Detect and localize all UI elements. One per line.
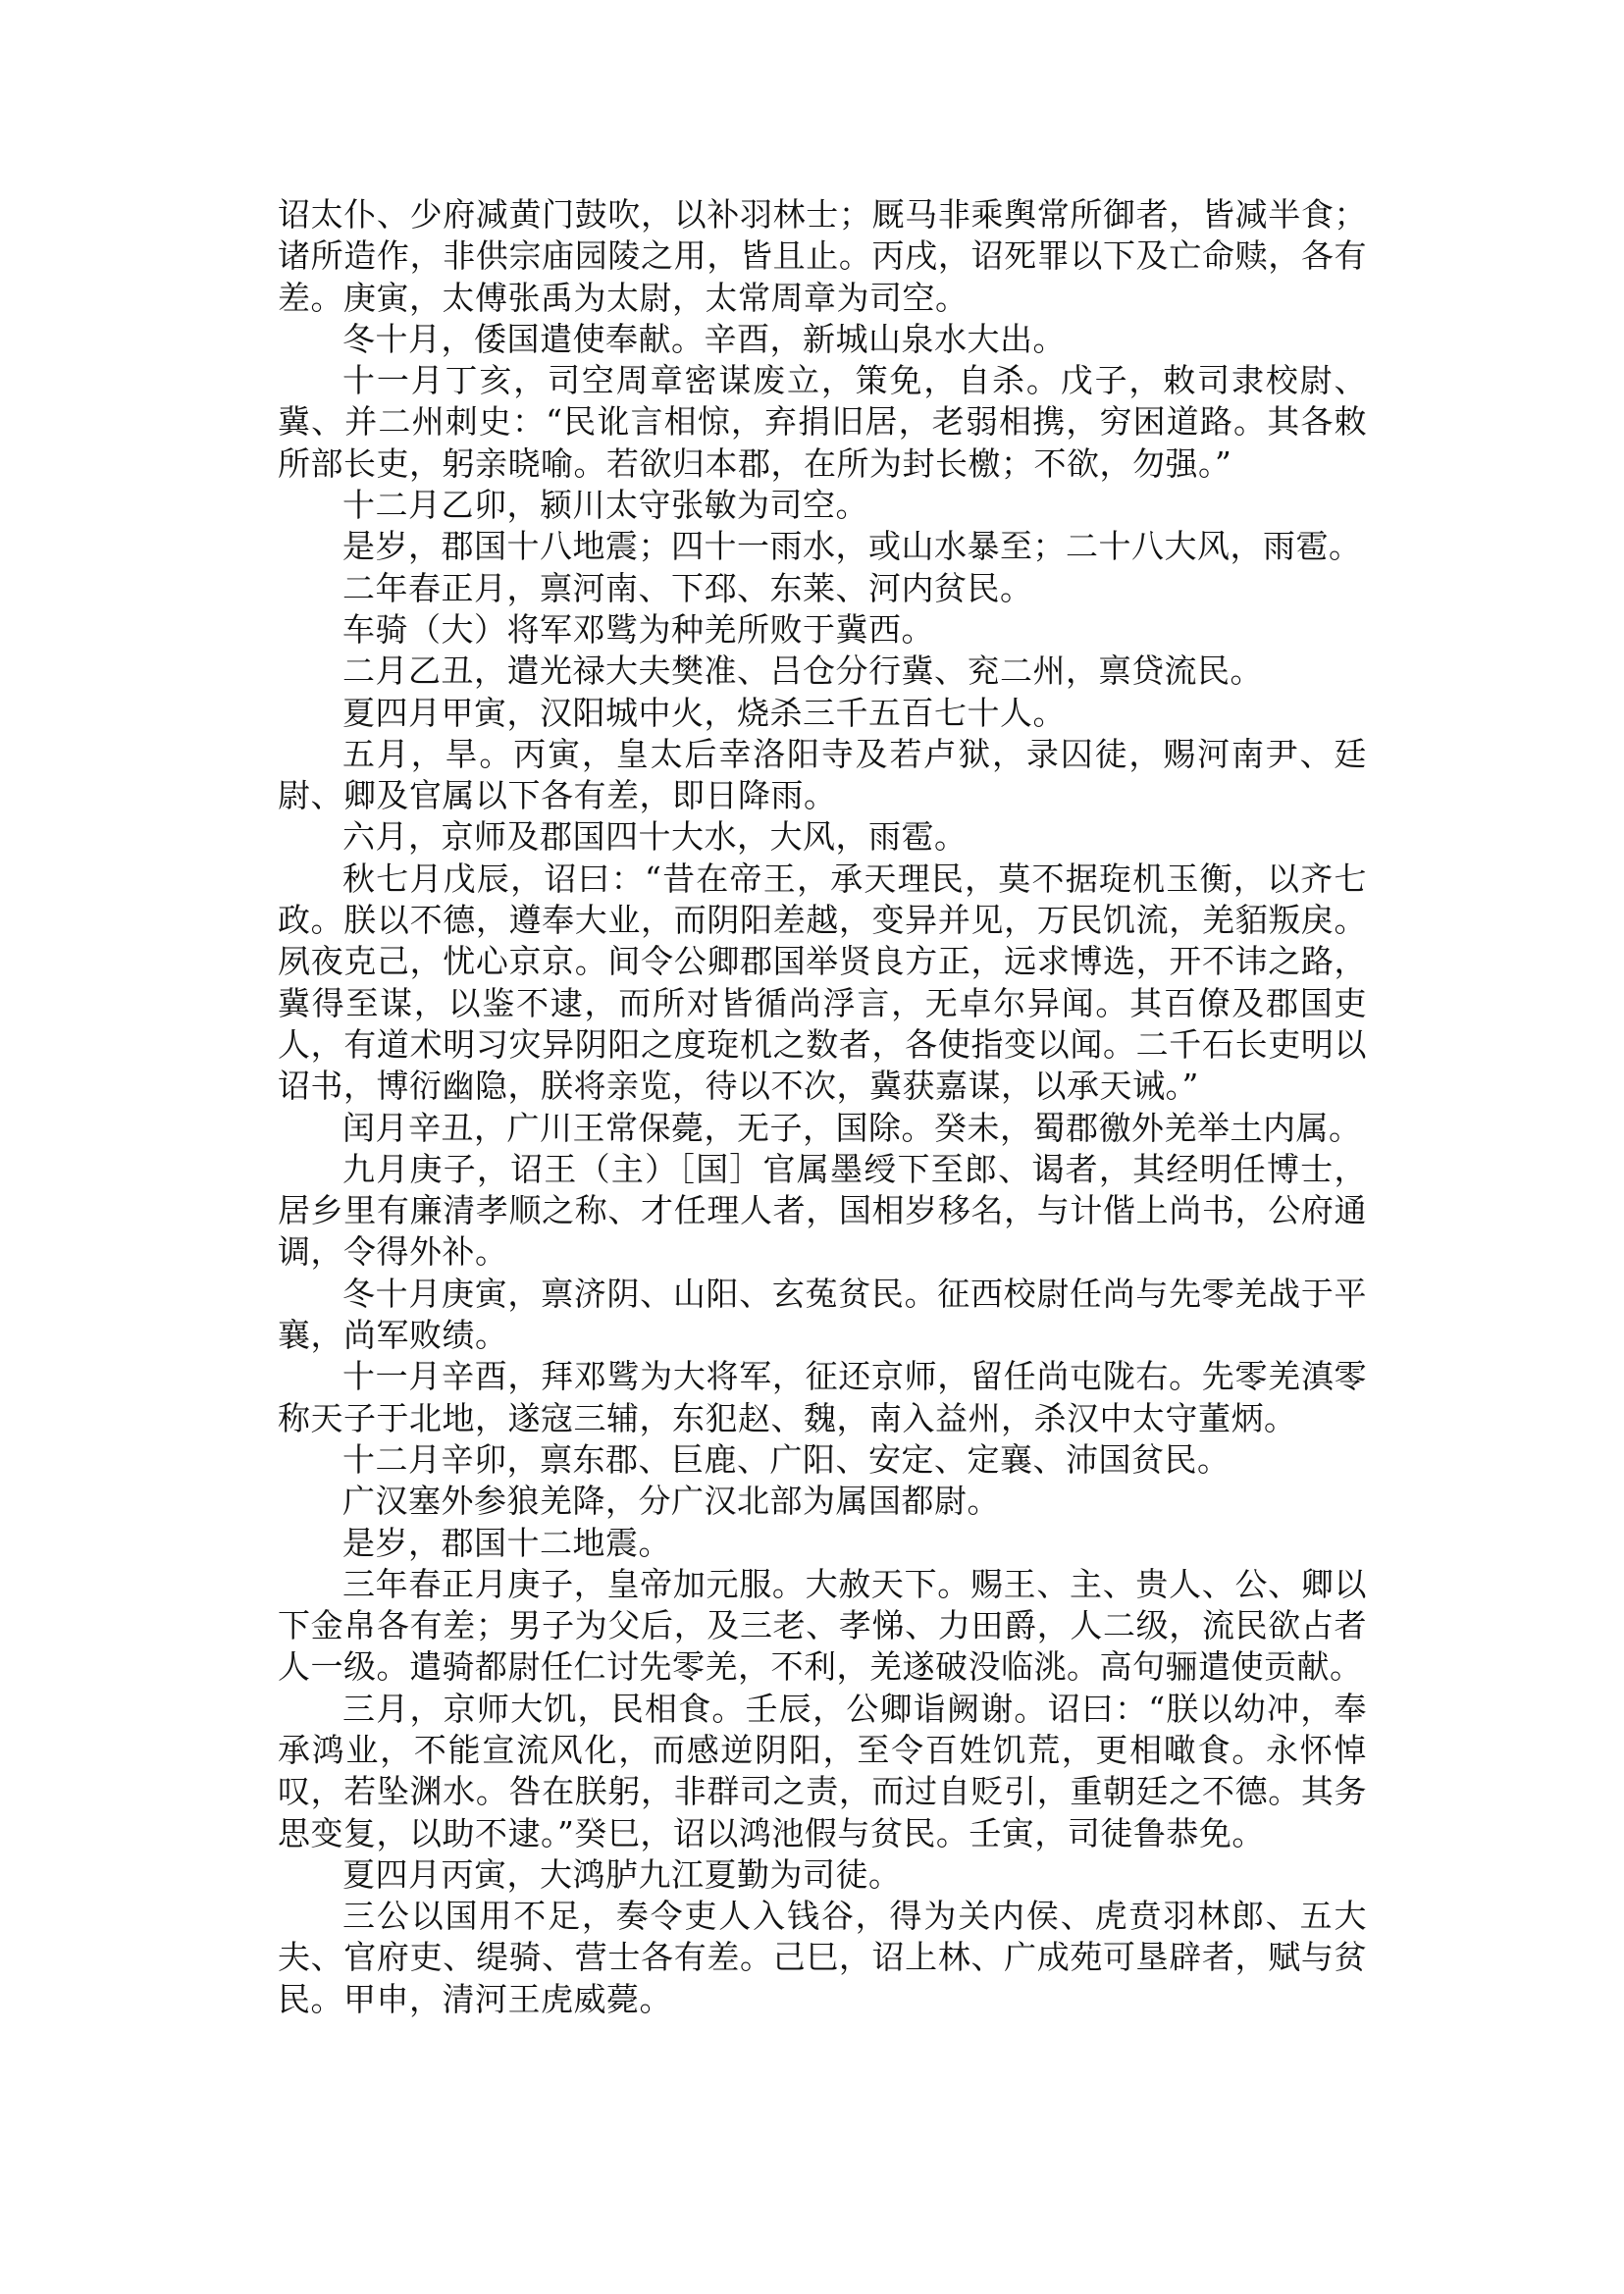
- paragraph: 是岁，郡国十二地震。: [342, 1523, 671, 1562]
- paragraph: 十一月丁亥，司空周章密谋废立，策免，自杀。戊子，敕司隶校尉、冀、并二州刺史：“民讹言相惊，弃捐旧居，老弱相携，穷困道路。其各敕所部长吏，躬亲晓喻。若欲归本郡，在所为封长檄；不欲，勿强。”: [278, 361, 1367, 483]
- paragraph: 十二月辛卯，禀东郡、巨鹿、广阳、安定、定襄、沛国贫民。: [342, 1439, 1231, 1479]
- paragraph: 三年春正月庚子，皇帝加元服。大赦天下。赐王、主、贵人、公、卿以下金帛各有差；男子为父后，及三老、孝悌、力田爵，人二级，流民欲占者人一级。遣骑都尉任仁讨先零羌，不利，羌遂破没临洮。高句骊遣使贡献。: [278, 1564, 1367, 1687]
- paragraph: 车骑（大）将军邓骘为种羌所败于冀西。: [342, 609, 934, 649]
- paragraph: 广汉塞外参狼羌降，分广汉北部为属国都尉。: [342, 1482, 1000, 1521]
- paragraph: 诏太仆、少府减黄门鼓吹，以补羽林士；厩马非乘舆常所御者，皆减半食；诸所造作，非供宗庙园陵之用，皆且止。丙戌，诏死罪以下及亡命赎，各有差。庚寅，太傅张禹为太尉，太常周章为司空。: [278, 195, 1367, 317]
- paragraph: 夏四月甲寅，汉阳城中火，烧杀三千五百七十人。: [342, 693, 1066, 732]
- paragraph: 九月庚子，诏王（主）［国］官属墨绶下至郎、谒者，其经明任博士，居乡里有廉清孝顺之称、才任理人者，国相岁移名，与计偕上尚书，公府通调，令得外补。: [278, 1149, 1367, 1272]
- paragraph: 十二月乙卯，颍川太守张敏为司空。: [342, 486, 868, 525]
- paragraph: 闰月辛丑，广川王常保薨，无子，国除。癸未，蜀郡徼外羌举土内属。: [342, 1108, 1362, 1147]
- paragraph: 十一月辛酉，拜邓骘为大将军，征还京师，留任尚屯陇右。先零羌滇零称天子于北地，遂寇三辅，东犯赵、魏，南入益州，杀汉中太守董炳。: [278, 1357, 1367, 1437]
- paragraph: 二年春正月，禀河南、下邳、东莱、河内贫民。: [342, 568, 1033, 607]
- paragraph: 二月乙丑，遣光禄大夫樊准、吕仓分行冀、兖二州，禀贷流民。: [342, 652, 1263, 691]
- paragraph: 三公以国用不足，奏令吏人入钱谷，得为关内侯、虎贲羽林郎、五大夫、官府吏、缇骑、营士各有差。己巳，诏上林、广成苑可垦辟者，赋与贫民。甲申，清河王虎威薨。: [278, 1897, 1367, 2018]
- paragraph: 秋七月戊辰，诏曰：“昔在帝王，承天理民，莫不据琁机玉衡，以齐七政。朕以不德，遵奉大业，而阴阳差越，变异并见，万民饥流，羌貊叛戾。夙夜克己，忧心京京。间令公卿郡国举贤良方正，远求博选，开不讳之路，冀得至谋，以鉴不逮，而所对皆循尚浮言，无卓尔异闻。其百僚及郡国吏人，有道术明习灾异阴阳之度琁机之数者，各使指变以闻。二千石长吏明以诏书，博衍幽隐，朕将亲览，待以不次，冀获嘉谋，以承天诫。”: [278, 859, 1367, 1106]
- paragraph: 冬十月庚寅，禀济阴、山阳、玄菟贫民。征西校尉任尚与先零羌战于平襄，尚军败绩。: [278, 1274, 1367, 1355]
- paragraph: 三月，京师大饥，民相食。壬辰，公卿诣阙谢。诏曰：“朕以幼冲，奉承鸿业，不能宣流风化，而感逆阴阳，至令百姓饥荒，更相噉食。永怀悼叹，若坠渊水。咎在朕躬，非群司之责，而过自贬引，重朝廷之不德。其务思变复，以助不逮。”癸巳，诏以鸿池假与贫民。壬寅，司徒鲁恭免。: [278, 1689, 1367, 1852]
- paragraph: 夏四月丙寅，大鸿胪九江夏勤为司徒。: [342, 1854, 902, 1894]
- document-body: [278, 194, 1367, 2020]
- paragraph: 冬十月，倭国遣使奉献。辛酉，新城山泉水大出。: [342, 319, 1066, 358]
- paragraph: 五月，旱。丙寅，皇太后幸洛阳寺及若卢狱，录囚徒，赐河南尹、廷尉、卿及官属以下各有差，即日降雨。: [278, 734, 1367, 815]
- paragraph: 是岁，郡国十八地震；四十一雨水，或山水暴至；二十八大风，雨雹。: [342, 527, 1362, 566]
- paragraph: 六月，京师及郡国四十大水，大风，雨雹。: [342, 817, 968, 857]
